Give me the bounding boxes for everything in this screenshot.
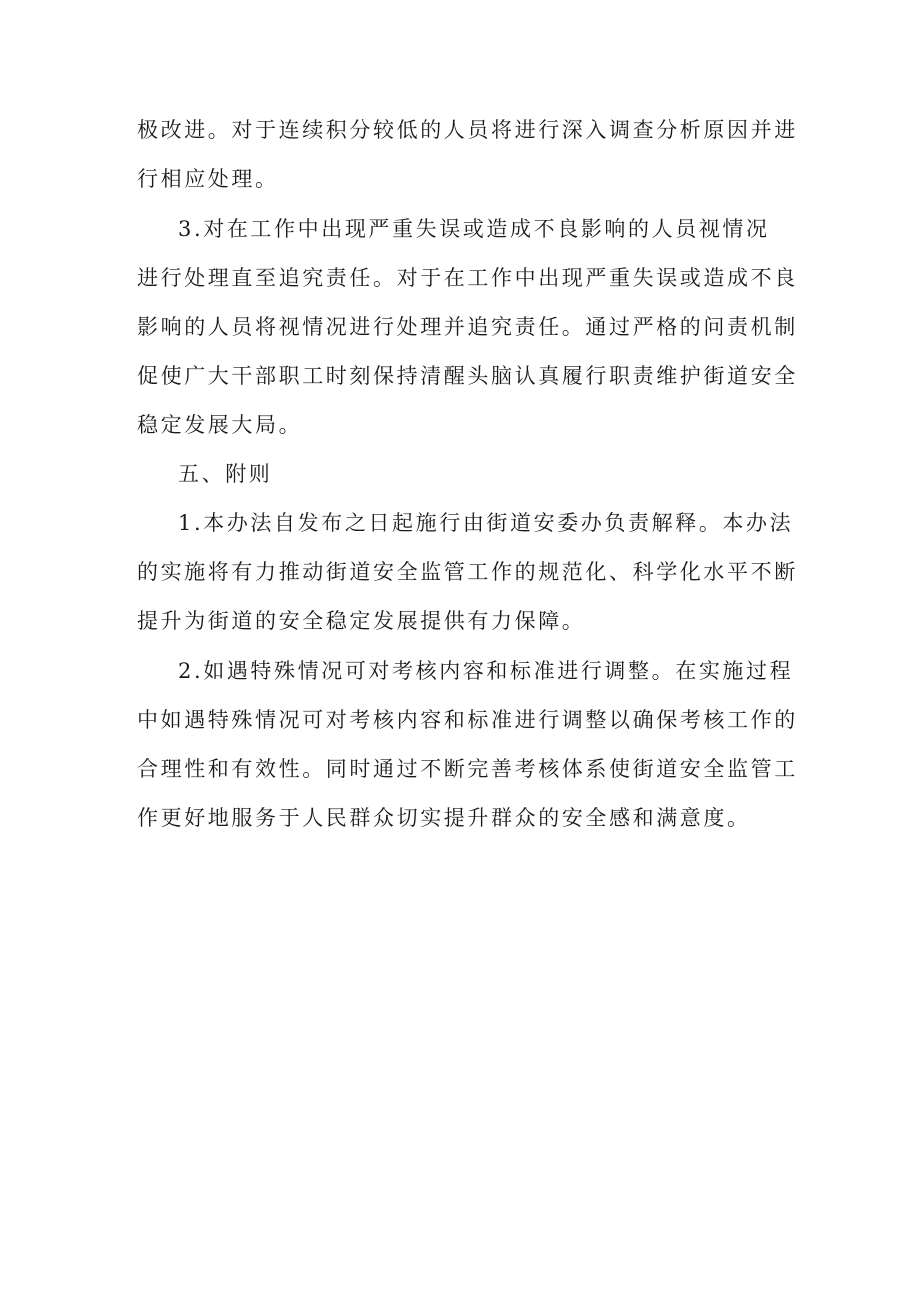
- text-line: 作更好地服务于人民群众切实提升群众的安全感和满意度。: [137, 806, 751, 830]
- text-line: 行相应处理。: [137, 167, 279, 191]
- list-item-1-first-line: 1.本办法自发布之日起施行由街道安委办负责解释。本办法: [178, 511, 794, 535]
- text-line: 促使广大干部职工时刻保持清醒头脑认真履行职责维护街道安全: [137, 364, 798, 388]
- list-item-2-first-line: 2.如遇特殊情况可对考核内容和标准进行调整。在实施过程: [178, 659, 794, 683]
- text-line: 稳定发展大局。: [137, 413, 303, 437]
- text-line: 极改进。对于连续积分较低的人员将进行深入调查分析原因并进: [137, 118, 798, 142]
- text-line: 中如遇特殊情况可对考核内容和标准进行调整以确保考核工作的: [137, 708, 798, 732]
- list-item-3-first-line: 3.对在工作中出现严重失误或造成不良影响的人员视情况: [178, 217, 770, 241]
- text-line: 进行处理直至追究责任。对于在工作中出现严重失误或造成不良: [137, 266, 798, 290]
- text-line: 合理性和有效性。同时通过不断完善考核体系使街道安全监管工: [137, 757, 798, 781]
- text-line: 提升为街道的安全稳定发展提供有力保障。: [137, 609, 586, 633]
- section-heading: 五、附则: [178, 462, 273, 486]
- text-line: 的实施将有力推动街道安全监管工作的规范化、科学化水平不断: [137, 560, 798, 584]
- text-line: 影响的人员将视情况进行处理并追究责任。通过严格的问责机制: [137, 315, 798, 339]
